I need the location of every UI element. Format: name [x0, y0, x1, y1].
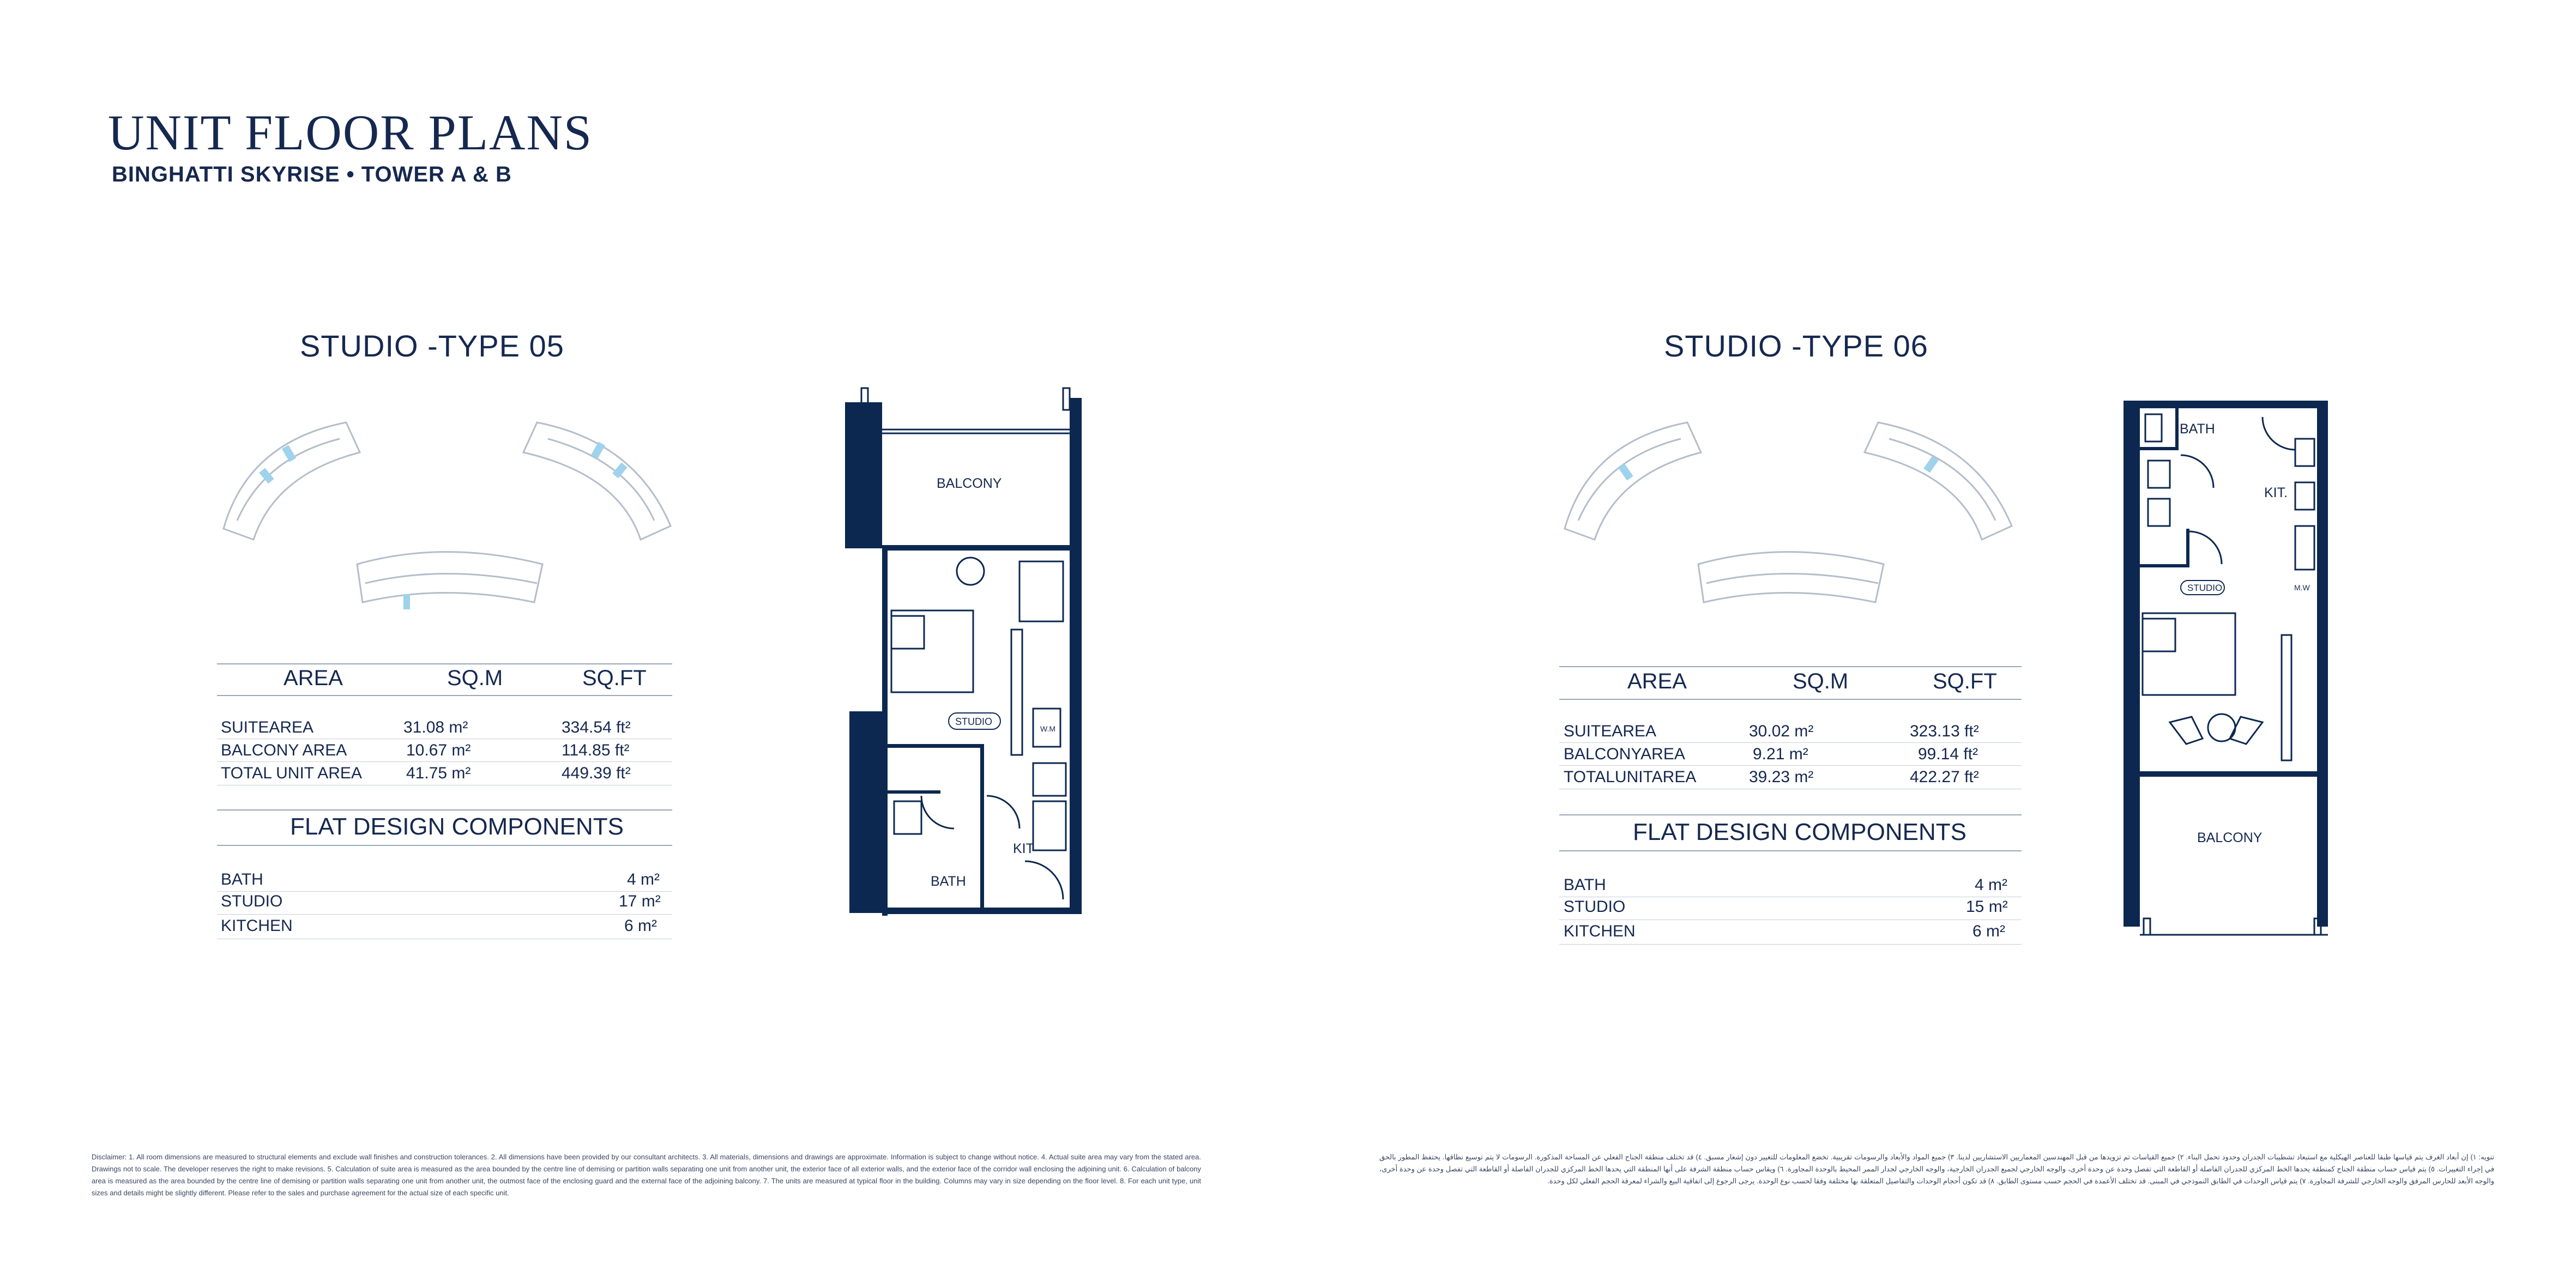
disclaimer-en: Disclaimer: 1. All room dimensions are measured to structural elements and exclude wall finishes and construction tolerances. 2. All dimensions have been provided by our consultant architects. 3. All materials, dimensions and drawings are approximate. Information is subject to change without notice. 4. Actual suite area may vary from the stated area. Drawings not to scale. The developer reserves the right to make revisions. 5. Calculation of suite area is measured as the area bounded by the centre line of demising or partition walls separating one unit from another unit, the exterior face of all exterior walls, and the exterior face of the corridor wall enclosing the adjoining unit. 6. Calculation of balcony area is measured as the area bounded by the centre line of demising or partition walls separating one unit from another unit, the outmost face of the enclosing guard and the external face of the adjoining balcony. 7. The units are measured at typical floor in the building. Columns may vary in size depending on the floor level. 8. For each unit type, unit sizes and details might be slightly different. Please refer to the sales and purchase agreement for the actual size of each specific unit. — [92, 1153, 1201, 1197]
area-label: SUITEAREA — [221, 718, 314, 736]
area-sqm: 30.02 m² — [1749, 722, 1814, 740]
plan-label-kit: KIT — [1013, 841, 1034, 856]
row-divider — [217, 761, 672, 762]
component-label: STUDIO — [1564, 898, 1626, 916]
unit-title: STUDIO -TYPE 06 — [1664, 329, 1928, 363]
area-sqft: 114.85 ft² — [562, 741, 630, 759]
col-header-sqm: SQ.M — [447, 666, 503, 690]
area-sqft: 334.54 ft² — [562, 718, 631, 736]
row-divider — [217, 891, 672, 892]
component-label: BATH — [1564, 876, 1606, 894]
area-label: SUITEAREA — [1564, 722, 1657, 740]
area-sqft: 323.13 ft² — [1910, 722, 1979, 740]
key-plan — [215, 409, 679, 621]
table-rule — [217, 695, 672, 696]
floor-plan — [840, 382, 1090, 921]
plan-label-balcony: BALCONY — [2197, 830, 2263, 845]
table-rule — [1559, 699, 2022, 700]
component-value: 4 m² — [1975, 876, 2007, 894]
area-sqm: 31.08 m² — [403, 718, 468, 736]
plan-label-kit: KIT. — [2264, 485, 2288, 500]
table-rule — [217, 663, 672, 664]
row-divider — [217, 914, 672, 915]
area-label: TOTAL UNIT AREA — [221, 764, 362, 782]
row-divider — [1559, 742, 2022, 743]
components-title: FLAT DESIGN COMPONENTS — [1633, 819, 1967, 845]
table-rule — [217, 845, 672, 846]
col-header-area: AREA — [1627, 669, 1687, 693]
floor-plan — [2121, 395, 2339, 940]
component-label: BATH — [221, 870, 263, 888]
table-rule — [1559, 850, 2022, 851]
page-title: UNIT FLOOR PLANS — [108, 105, 593, 160]
area-sqm: 41.75 m² — [406, 764, 471, 782]
table-rule — [1559, 814, 2022, 815]
plan-label-studio: STUDIO — [2187, 583, 2223, 593]
area-sqm: 39.23 m² — [1749, 768, 1814, 786]
component-label: STUDIO — [221, 892, 283, 910]
plan-label-wm: W.M — [1040, 724, 1055, 733]
row-divider — [1559, 944, 2022, 945]
table-rule — [217, 809, 672, 811]
page-subtitle: BINGHATTI SKYRISE • TOWER A & B — [112, 162, 512, 186]
area-sqm: 9.21 m² — [1753, 745, 1808, 763]
component-value: 6 m² — [1972, 922, 2005, 940]
area-sqft: 99.14 ft² — [1918, 745, 1978, 763]
col-header-area: AREA — [283, 666, 343, 690]
component-value: 15 m² — [1966, 898, 2008, 916]
unit-title: STUDIO -TYPE 05 — [300, 329, 564, 363]
area-sqft: 422.27 ft² — [1910, 768, 1979, 786]
col-header-sqft: SQ.FT — [1933, 669, 1997, 693]
plan-label-studio: STUDIO — [955, 716, 993, 727]
row-divider — [1559, 765, 2022, 766]
plan-label-balcony: BALCONY — [937, 476, 1002, 491]
component-value: 4 m² — [627, 870, 660, 888]
area-label: BALCONY AREA — [221, 741, 347, 759]
col-header-sqft: SQ.FT — [582, 666, 647, 690]
components-title: FLAT DESIGN COMPONENTS — [290, 813, 624, 840]
component-value: 17 m² — [619, 892, 661, 910]
component-value: 6 m² — [624, 917, 657, 935]
area-sqft: 449.39 ft² — [562, 764, 631, 782]
col-header-sqm: SQ.M — [1793, 669, 1849, 693]
table-rule — [1559, 666, 2022, 667]
key-plan — [1557, 409, 2020, 621]
plan-label-bath: BATH — [2180, 421, 2215, 437]
area-label: TOTALUNITAREA — [1564, 768, 1697, 786]
component-label: KITCHEN — [1564, 922, 1636, 940]
area-sqm: 10.67 m² — [406, 741, 471, 759]
component-label: KITCHEN — [221, 917, 293, 935]
area-label: BALCONYAREA — [1564, 745, 1685, 763]
disclaimer-ar: تنويه: ١) إن أبعاد الغرف يتم قياسها طبقا للعناصر الهيكلية مع استبعاد تشطيبات الجدران وحدود تحمل البناء. ٢) جميع القياسات تم تزويدها من قبل المهندسين المعماريين الاستشاريين لدينا. ٣) جميع المواد والأبعاد والرسومات تقريبية. تخضع المعلومات للتغيير دون إشعار مسبق. ٤) قد تختلف منطقة الجناح الفعلي عن المساحة المذكورة. الرسومات لا يتم توسيع نطاقها. يحتفظ المطور بالحق في إجراء التغييرات. ٥) يتم قياس حساب منطقة الجناح كمنطقة يحدها الخط المركزي للجدران الفاصلة أو القاطعة التي تفصل وحدة عن وحدة أخرى، والوجه الخارجي لجميع الجدران الخارجية، والوجه الخارجي لجدار الممر المحيط بالوحدة المجاورة. ٦) ويقاس حساب منطقة الشرفة على أنها المنطقة التي يحدها الخط المركزي للجدران الفاصلة أو القاطعة التي تفصل وحدة عن وحدة أخرى، والوجه الأبعد للحارس المرفق والوجه الخارجي للشرفة المجاورة. ٧) يتم قياس الوحدات في الطابق النموذجي في المبنى. قد تختلف الأعمدة في الحجم حسب مستوى الطابق. ٨) قد تكون أحجام الوحدات والتفاصيل المتعلقة بها مختلفة وفقا لحسب نوع الوحدة. يرجى الرجوع إلى اتفاقية البيع والشراء لمعرفة الحجم الفعلي لكل وحدة. — [1379, 1153, 2494, 1185]
plan-label-wm: M.W — [2294, 583, 2310, 592]
plan-label-bath: BATH — [931, 874, 966, 889]
